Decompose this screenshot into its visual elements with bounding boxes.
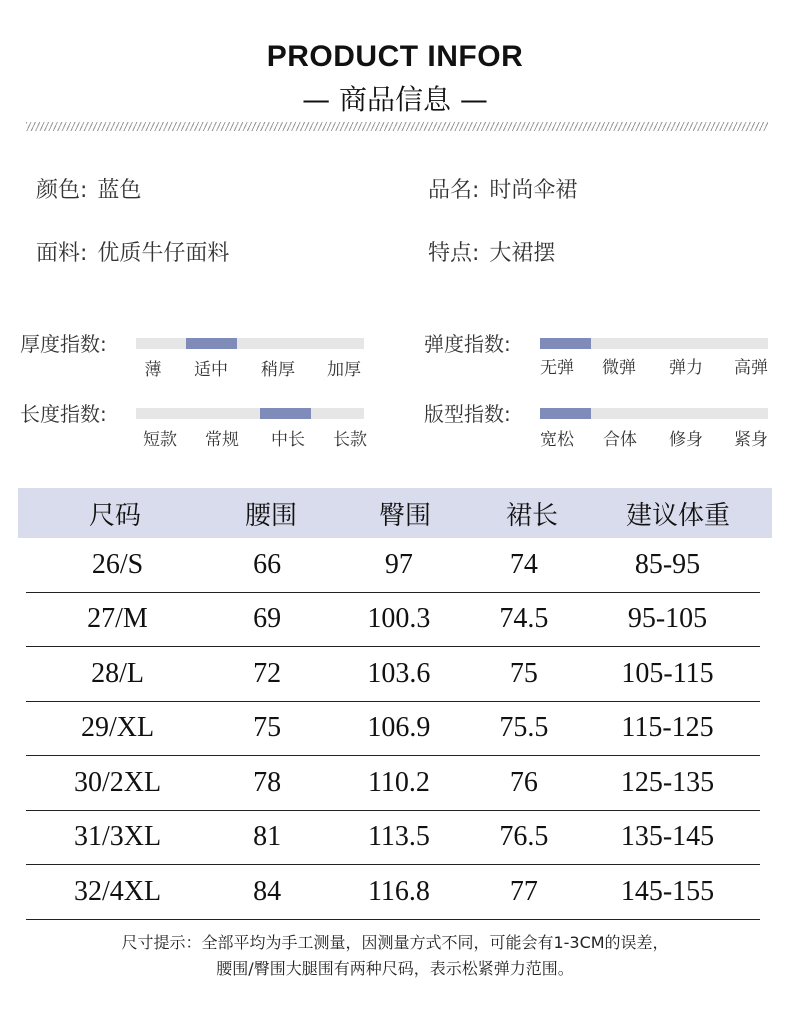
index-track [136,408,364,419]
cell-hip: 97 [384,548,413,580]
cell-skirt-length: 76.5 [499,821,549,853]
column-header-weight: 建议体重 [625,500,730,531]
index-tick: 微弹 [602,358,636,378]
hatch-divider [26,122,768,131]
table-body [18,538,772,920]
cell-skirt-length: 74.5 [499,603,549,635]
cell-size: 32/4XL [73,875,162,907]
column-header-skirt-length: 裙长 [505,500,558,531]
table-row [26,538,760,593]
index-tick: 稍厚 [261,360,295,380]
info-color-label: 颜色: [36,178,88,203]
cell-skirt-length: 74 [509,548,538,580]
index-label: 厚度指数: [20,332,107,356]
cell-weight: 125-135 [620,766,715,798]
size-table [18,488,772,920]
cell-skirt-length: 75.5 [499,712,549,744]
size-note-line2: 腰围/臀围大腿围有两种尺码，表示松紧弹力范围。 [216,959,574,978]
cell-waist: 66 [253,548,282,580]
index-fill [540,338,591,349]
index-tick: 宽松 [540,430,574,450]
index-tick: 合体 [603,430,637,450]
cell-hip: 116.8 [367,875,430,907]
page-title-cn: — 商品信息 — [302,83,488,116]
index-tick: 修身 [669,430,703,450]
info-feature-value: 大裙摆 [489,241,556,266]
index-tick: 中长 [271,430,305,450]
cell-waist: 72 [253,657,282,689]
index-label: 弹度指数: [424,332,511,356]
cell-waist: 84 [253,875,282,907]
cell-size: 28/L [91,657,144,689]
index-tick: 常规 [205,430,239,450]
info-fabric [36,236,229,267]
cell-hip: 100.3 [367,603,431,635]
info-name-label: 品名: [428,178,480,203]
cell-hip: 110.2 [367,766,430,798]
cell-size: 30/2XL [73,766,162,798]
index-track [136,338,364,349]
table-row [26,865,760,920]
index-tick: 弹力 [669,358,703,378]
info-feature [428,236,555,267]
info-color [36,173,141,204]
index-fill [260,408,311,419]
info-name [428,173,577,204]
info-feature-label: 特点: [428,241,480,266]
index-tick: 高弹 [734,358,768,378]
index-fill [540,408,591,419]
cell-weight: 105-115 [621,657,714,689]
table-row [26,811,760,866]
column-header-size: 尺码 [88,500,141,531]
info-name-value: 时尚伞裙 [489,178,578,203]
table-row [26,593,760,648]
cell-weight: 95-105 [627,603,708,635]
cell-size: 31/3XL [73,821,162,853]
cell-waist: 75 [253,712,282,744]
cell-size: 26/S [91,548,144,580]
cell-waist: 78 [253,766,282,798]
info-color-value: 蓝色 [97,178,142,203]
info-fabric-value: 优质牛仔面料 [97,241,230,266]
cell-hip: 113.5 [367,821,430,853]
index-fill [186,338,237,349]
index-tick: 紧身 [734,430,768,450]
index-tick: 薄 [144,360,162,380]
cell-hip: 103.6 [367,657,431,689]
cell-weight: 115-125 [621,712,714,744]
cell-size: 27/M [87,603,148,635]
table-header [18,488,772,538]
cell-size: 29/XL [80,712,155,744]
cell-skirt-length: 75 [509,657,538,689]
cell-hip: 106.9 [367,712,431,744]
index-tick: 适中 [194,360,228,380]
index-track [540,338,768,349]
size-note-line1: 尺寸提示：全部平均为手工测量，因测量方式不同，可能会有1-3CM的误差， [121,933,669,952]
index-tick: 短款 [143,430,177,450]
index-label: 版型指数: [424,402,511,426]
column-header-waist: 腰围 [244,500,297,531]
cell-weight: 85-95 [634,548,701,580]
index-tick: 长款 [333,430,367,450]
info-fabric-label: 面料: [36,241,88,266]
cell-waist: 69 [253,603,282,635]
table-row [26,702,760,757]
page-title-en: PRODUCT INFOR [266,40,524,73]
cell-waist: 81 [253,821,282,853]
index-tick: 加厚 [327,360,361,380]
index-tick: 无弹 [540,358,574,378]
table-row [26,647,760,702]
index-track [540,408,768,419]
table-row [26,756,760,811]
cell-skirt-length: 77 [509,875,538,907]
cell-weight: 135-145 [620,821,715,853]
cell-weight: 145-155 [620,875,715,907]
index-label: 长度指数: [20,402,107,426]
cell-skirt-length: 76 [509,766,538,798]
column-header-hip: 臀围 [378,500,431,531]
